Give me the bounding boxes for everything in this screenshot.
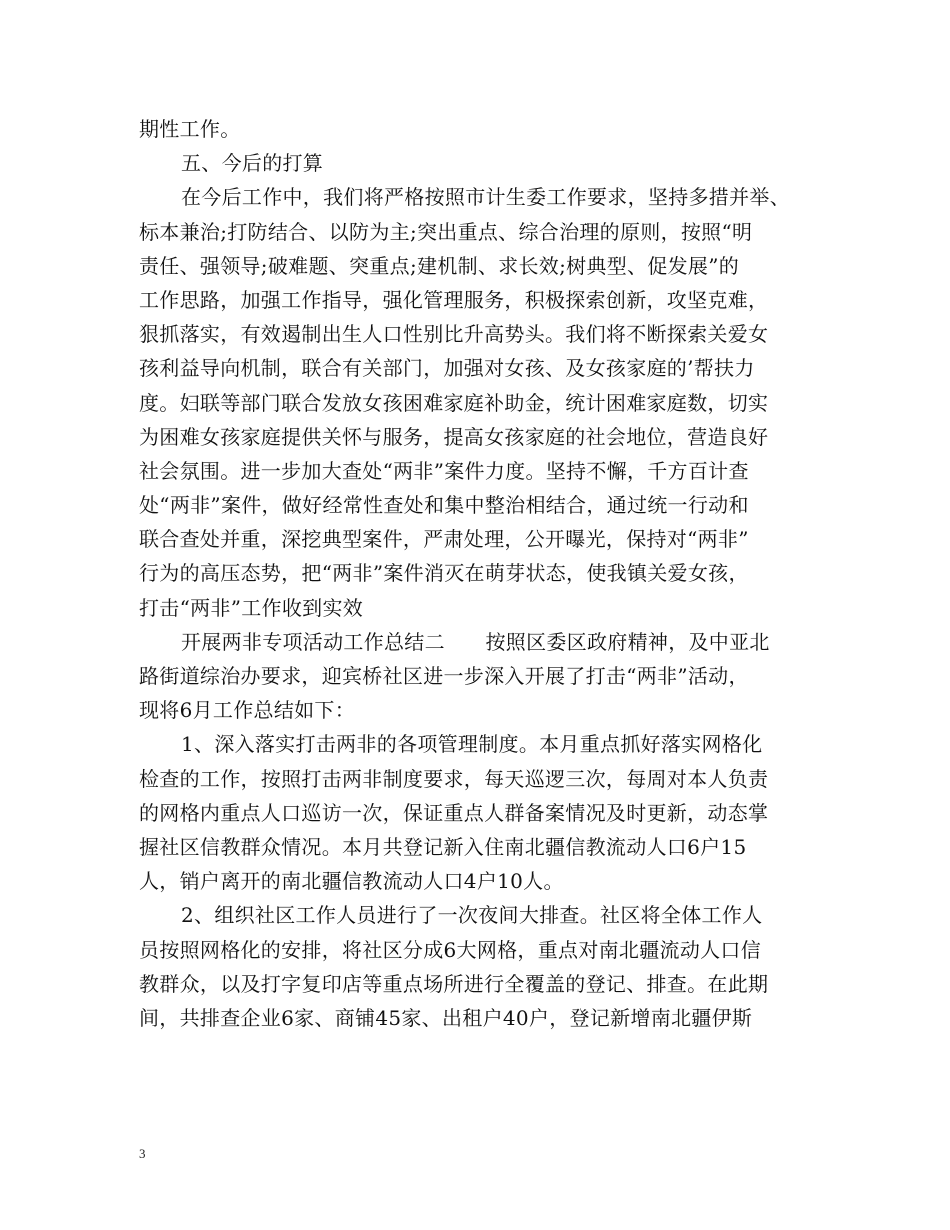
text-line: 打击“两非”工作收到实效 xyxy=(139,595,364,620)
text-line: 处“两非”案件，做好经常性查处和集中整治相结合，通过统一行动和 xyxy=(139,493,749,518)
text-line: 现将6月工作总结如下： xyxy=(139,698,356,723)
text-line: 在今后工作中，我们将严格按照市计生委工作要求，坚持多措并举、 xyxy=(181,185,790,210)
text-line: 工作思路，加强工作指导，强化管理服务，积极探索创新，攻坚克难， xyxy=(139,287,769,312)
text-line: 孩利益导向机制，联合有关部门，加强对女孩、及女孩家庭的’帮扶力 xyxy=(139,356,755,381)
text-line: 标本兼治;打防结合、以防为主;突出重点、综合治理的原则，按照“明 xyxy=(139,219,753,244)
text-line: 五、今后的打算 xyxy=(181,151,324,176)
text-line: 1、深入落实打击两非的各项管理制度。本月重点抓好落实网格化 xyxy=(181,732,763,757)
text-line: 员按照网格化的安排，将社区分成6大网格，重点对南北疆流动人口信 xyxy=(139,937,762,962)
text-line: 行为的高压态势，把“两非”案件消灭在萌芽状态，使我镇关爱女孩， xyxy=(139,561,749,586)
text-line: 联合查处并重，深挖典型案件，严肃处理，公开曝光，保持对“两非” xyxy=(139,527,749,552)
text-line: 人，销户离开的南北疆信教流动人口4户10人。 xyxy=(139,869,564,894)
body-text xyxy=(139,112,829,1035)
text-line: 间，共排查企业6家、商铺45家、出租户40户，登记新增南北疆伊斯 xyxy=(139,1005,753,1030)
text-line: 教群众，以及打字复印店等重点场所进行全覆盖的登记、排查。在此期 xyxy=(139,971,769,996)
text-line: 开展两非专项活动工作总结二 按照区委区政府精神，及中亚北 xyxy=(181,629,770,654)
text-line: 握社区信教群众情况。本月共登记新入住南北疆信教流动人口6户15 xyxy=(139,834,747,859)
text-line: 期性工作。 xyxy=(139,117,241,141)
text-line: 路街道综治办要求，迎宾桥社区进一步深入开展了打击“两非”活动， xyxy=(139,664,749,688)
text-line: 为困难女孩家庭提供关怀与服务，提高女孩家庭的社会地位，营造良好 xyxy=(139,424,769,449)
page-number: 3 xyxy=(139,1146,146,1161)
text-line: 检查的工作，按照打击两非制度要求，每天巡逻三次，每周对本人负责 xyxy=(139,766,769,791)
text-line: 社会氛围。进一步加大查处“两非”案件力度。坚持不懈，千方百计查 xyxy=(139,458,749,483)
text-line: 度。妇联等部门联合发放女孩困难家庭补助金，统计困难家庭数，切实 xyxy=(139,390,769,415)
text-line: 狠抓落实，有效遏制出生人口性别比升高势头。我们将不断探索关爱女 xyxy=(139,322,769,347)
text-line: 的网格内重点人口巡访一次，保证重点人群备案情况及时更新，动态掌 xyxy=(139,800,769,825)
text-line: 2、组织社区工作人员进行了一次夜间大排查。社区将全体工作人 xyxy=(181,903,763,928)
text-line: 责任、强领导;破难题、突重点;建机制、求长效;树典型、促发展”的 xyxy=(139,253,740,278)
